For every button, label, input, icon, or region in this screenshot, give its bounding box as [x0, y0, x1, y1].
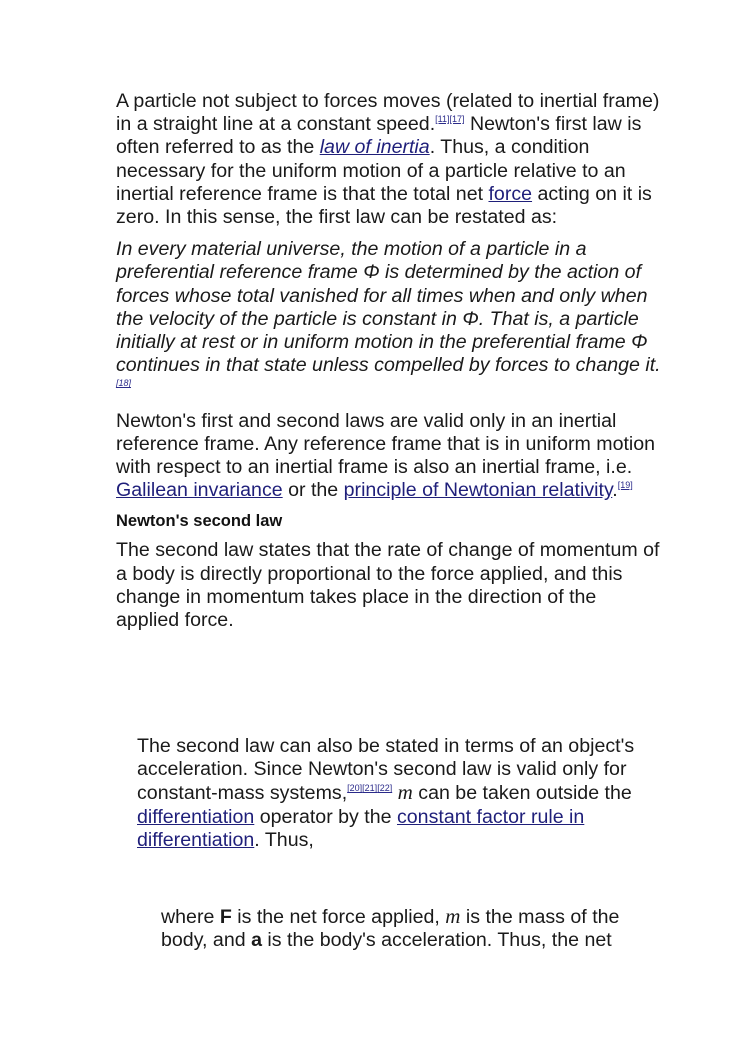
citation-group	[347, 783, 392, 793]
paragraph-second-law-statement: The second law states that the rate of change of momentum of a body is directly proportional to the force applied, and this change in momentum takes place in the direction of the applied force.	[116, 539, 660, 632]
bold-a: a	[251, 929, 262, 952]
citation-group	[618, 480, 633, 490]
link-force[interactable]: force	[488, 182, 533, 205]
citation-group	[116, 378, 131, 388]
citation-22[interactable]: [22]	[377, 783, 393, 794]
link-principle-of-newtonian-relativity[interactable]: principle of Newtonian relativity	[343, 479, 613, 502]
bold-F: F	[219, 906, 232, 928]
link-constant-factor-rule[interactable]: constant factor rule in differentiation	[137, 805, 585, 851]
citation-21[interactable]: [21]	[362, 783, 378, 794]
citation-19[interactable]: [19]	[617, 480, 633, 491]
math-m: m	[445, 904, 461, 928]
link-differentiation[interactable]: differentiation	[137, 805, 255, 828]
paragraph-variable-definitions: where F is the net force applied, m is the mass of the body, and a is the body's acceleration. Thus, the net	[161, 904, 620, 952]
citation-group	[435, 114, 464, 124]
section-heading-second-law: Newton's second law	[116, 512, 283, 531]
indented-block-definitions	[161, 905, 661, 952]
link-law-of-inertia[interactable]: law of inertia	[319, 136, 430, 159]
link-galilean-invariance[interactable]: Galilean invariance	[116, 479, 283, 502]
paragraph-inertial-frame: Newton's first and second laws are valid only in an inertial reference frame. Any reference frame that is in uniform motion with respect to an inertial frame is also an inertial frame, i.e. Galilean invariance or the principle of Newtonian relativity.[19]	[116, 409, 656, 502]
citation-18[interactable]: [18]	[116, 378, 132, 389]
citation-17[interactable]: [17]	[449, 114, 465, 125]
paragraph-first-law-intro: A particle not subject to forces moves (related to inertial frame) in a straight line at a constant speed.[11][17] Newton's first law is often referred to as the law of inertia. Thus, a condition necessary for the uniform motion of a particle relative to an inertial reference frame is that the total net force acting on it is zero. In this sense, the first law can be restated as:	[116, 90, 660, 229]
quote-first-law-restated: In every material universe, the motion of a particle in a preferential reference frame Φ is determined by the action of forces whose total vanished for all times when and only when the velocity of the particle is constant in Φ. That is, a particle initially at rest or in uniform motion in the preferential frame Φ continues in that state unless compelled by forces to change it.[18]	[116, 238, 661, 389]
citation-20[interactable]: [20]	[347, 783, 363, 794]
math-m: m	[397, 780, 413, 805]
citation-11[interactable]: [11]	[435, 114, 450, 125]
indented-block-acceleration	[137, 735, 662, 852]
paragraph-acceleration: The second law can also be stated in terms of an object's acceleration. Since Newton's second law is valid only for constant-mass systems,[20][21][22] m can be taken outside the differentiation operator by the constant factor rule in differentiation. Thus,	[137, 735, 635, 851]
